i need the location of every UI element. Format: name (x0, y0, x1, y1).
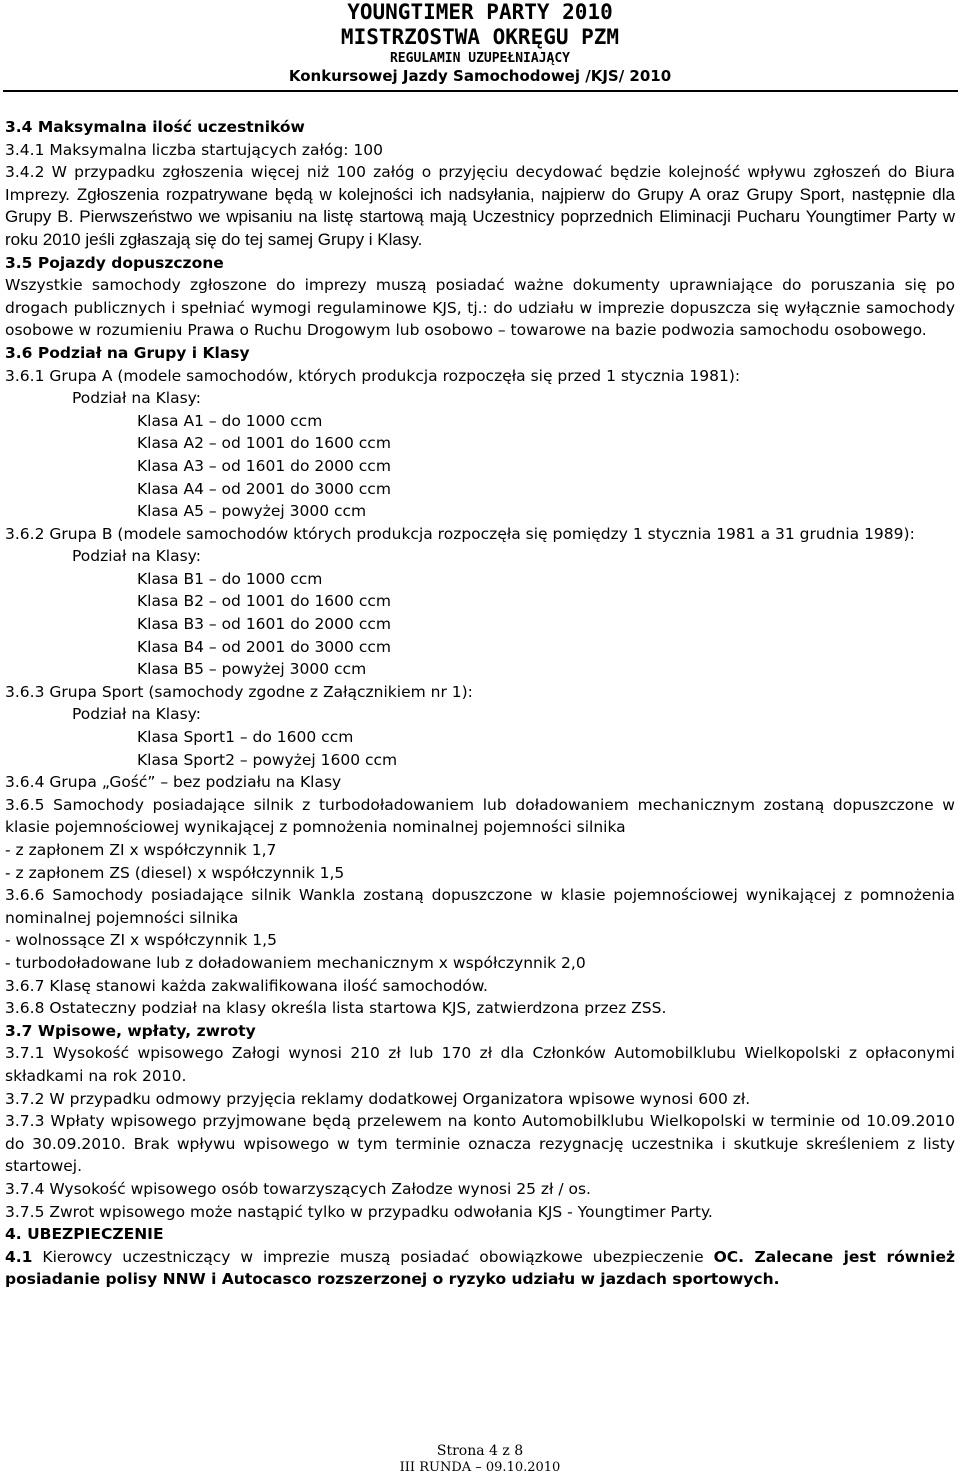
paragraph-3-7-4: 3.7.4 Wysokość wpisowego osób towarzyszących Załodze wynosi 25 zł / os. (5, 1179, 591, 1198)
section-3-4-heading: 3.4 Maksymalna ilość uczestników (5, 118, 305, 136)
class-a5: Klasa A5 – powyżej 3000 ccm (137, 502, 367, 521)
paragraph-3-6-6-zi: - wolnossące ZI x współczynnik 1,5 (5, 931, 277, 950)
paragraph-3-4-2-text: 3.4.2 W przypadku zgłoszenia więcej niż 100 załóg o przyjęciu decydować będzie kolejność wpływu zgłoszeń do Biura Imprezy. (5, 163, 955, 204)
class-split-label: Podział na Klasy: (72, 389, 201, 408)
paragraph-4-1 (5, 1246, 955, 1291)
paragraph-3-7-5: 3.7.5 Zwrot wpisowego może nastąpić tylko w przypadku odwołania KJS - Youngtimer Party. (5, 1202, 713, 1221)
paragraph-4-1-number: 4.1 (5, 1247, 33, 1266)
section-3-5-heading: 3.5 Pojazdy dopuszczone (5, 253, 224, 272)
header-regulation: REGULAMIN UZUPEŁNIAJĄCY (389, 51, 570, 66)
page-footer (0, 1442, 960, 1476)
header-event-type: Konkursowej Jazdy Samochodowej /KJS/ 2010 (288, 67, 672, 85)
paragraph-3-6-2: 3.6.2 Grupa B (modele samochodów których produkcja rozpoczęła się pomiędzy 1 stycznia 1981 a 31 grudnia 1989): (5, 524, 915, 543)
class-split-label: Podział na Klasy: (72, 547, 201, 566)
class-sport2: Klasa Sport2 – powyżej 1600 ccm (137, 750, 398, 769)
paragraph-3-7-1: 3.7.1 Wysokość wpisowego Załogi wynosi 210 zł lub 170 zł dla Członków Automobilklubu Wielkopolski z opłaconymi składkami na rok 2010. (5, 1044, 955, 1085)
header-title: YOUNGTIMER PARTY 2010 (347, 0, 613, 24)
class-a2: Klasa A2 – od 1001 do 1600 ccm (137, 434, 391, 453)
class-a3: Klasa A3 – od 1601 do 2000 ccm (137, 456, 391, 475)
paragraph-3-4-1: 3.4.1 Maksymalna liczba startujących załóg: 100 (5, 140, 383, 159)
paragraph-4-1-text: Kierowcy uczestniczący w imprezie muszą posiadać obowiązkowe ubezpieczenie (32, 1247, 714, 1266)
section-4-heading: 4. UBEZPIECZENIE (5, 1225, 164, 1244)
class-b1: Klasa B1 – do 1000 ccm (137, 569, 323, 588)
paragraph-3-4-2 (5, 161, 955, 251)
class-split-label: Podział na Klasy: (72, 705, 201, 724)
paragraph-4-1-recommendation: Zalecane jest również posiadanie polisy NNW i Autocasco rozszerzonej o ryzyko udziału w jazdach sportowych. (5, 1247, 955, 1289)
paragraph-3-4-2-continuation: Zgłoszenia rozpatrywane będą w kolejności ich nadsyłania, najpierw do Grupy A oraz Grupy Sport, następnie dla Grupy B. Pierwszeństwo we wpisaniu na listę startową mają Uczestnicy poprzednich Eliminacji Pucharu Youngtimer Party w roku 2010 jeśli zgłaszają się do tej samej Grupy i Klasy. (5, 184, 955, 249)
class-a4: Klasa A4 – od 2001 do 3000 ccm (137, 479, 391, 498)
class-b5: Klasa B5 – powyżej 3000 ccm (137, 660, 367, 679)
class-a1: Klasa A1 – do 1000 ccm (137, 411, 323, 430)
class-sport1: Klasa Sport1 – do 1600 ccm (137, 728, 354, 747)
class-b3: Klasa B3 – od 1601 do 2000 ccm (137, 615, 391, 634)
paragraph-3-7-2: 3.7.2 W przypadku odmowy przyjęcia reklamy dodatkowej Organizatora wpisowe wynosi 600 zł. (5, 1089, 751, 1108)
paragraph-3-7-3: 3.7.3 Wpłaty wpisowego przyjmowane będą przelewem na konto Automobilklubu Wielkopolski w terminie od 10.09.2010 do 30.09.2010. Brak wpływu wpisowego w tym terminie oznacza rezygnację uczestnika i skutkuje skreśleniem z listy startowej. (5, 1112, 955, 1176)
paragraph-3-6-3: 3.6.3 Grupa Sport (samochody zgodne z Załącznikiem nr 1): (5, 682, 473, 701)
section-3-7-heading: 3.7 Wpisowe, wpłaty, zwroty (5, 1021, 256, 1040)
section-3-6-heading: 3.6 Podział na Grupy i Klasy (5, 343, 250, 362)
round-date: III RUNDA – 09.10.2010 (399, 1460, 561, 1475)
paragraph-3-6-6-turbo: - turbodoładowane lub z doładowaniem mechanicznym x współczynnik 2,0 (5, 953, 586, 972)
paragraph-3-6-1: 3.6.1 Grupa A (modele samochodów, których produkcja rozpoczęła się przed 1 stycznia 1981): (5, 366, 741, 385)
class-b2: Klasa B2 – od 1001 do 1600 ccm (137, 592, 391, 611)
paragraph-3-6-5-zi: - z zapłonem ZI x współczynnik 1,7 (5, 841, 277, 859)
paragraph-3-6-5: 3.6.5 Samochody posiadające silnik z turbodoładowaniem lub doładowaniem mechanicznym zostaną dopuszczone w klasie pojemnościowej wynikającej z pomnożenia nominalnej pojemności silnika (5, 795, 955, 837)
document-header (0, 0, 960, 88)
header-divider (3, 90, 958, 92)
paragraph-3-6-7: 3.6.7 Klasę stanowi każda zakwalifikowana ilość samochodów. (5, 976, 488, 995)
header-subtitle: MISTRZOSTWA OKRĘGU PZM (340, 25, 620, 49)
paragraph-3-6-5-zs: - z zapłonem ZS (diesel) x współczynnik 1,5 (5, 863, 345, 882)
class-b4: Klasa B4 – od 2001 do 3000 ccm (137, 637, 391, 656)
paragraph-3-6-8: 3.6.8 Ostateczny podział na klasy określa lista startowa KJS, zatwierdzona przez ZSS. (5, 999, 667, 1018)
document-body (5, 116, 955, 1291)
paragraph-3-5: Wszystkie samochody zgłoszone do imprezy muszą posiadać ważne dokumenty uprawniające do poruszania się po drogach publicznych i spełniać wymogi regulaminowe KJS, tj.: do udziału w imprezie dopuszcza się wyłącznie samochody osobowe w rozumieniu Prawa o Ruchu Drogowym lub osobowo – towarowe na bazie podwozia samochodu osobowego. (5, 276, 955, 340)
paragraph-4-1-oc: OC. (713, 1247, 745, 1266)
page-number: Strona 4 z 8 (436, 1443, 524, 1459)
paragraph-3-6-6: 3.6.6 Samochody posiadające silnik Wankla zostaną dopuszczone w klasie pojemnościowej wynikającej z pomnożenia nominalnej pojemności silnika (5, 886, 955, 927)
paragraph-3-6-4: 3.6.4 Grupa „Gość” – bez podziału na Klasy (5, 773, 342, 792)
